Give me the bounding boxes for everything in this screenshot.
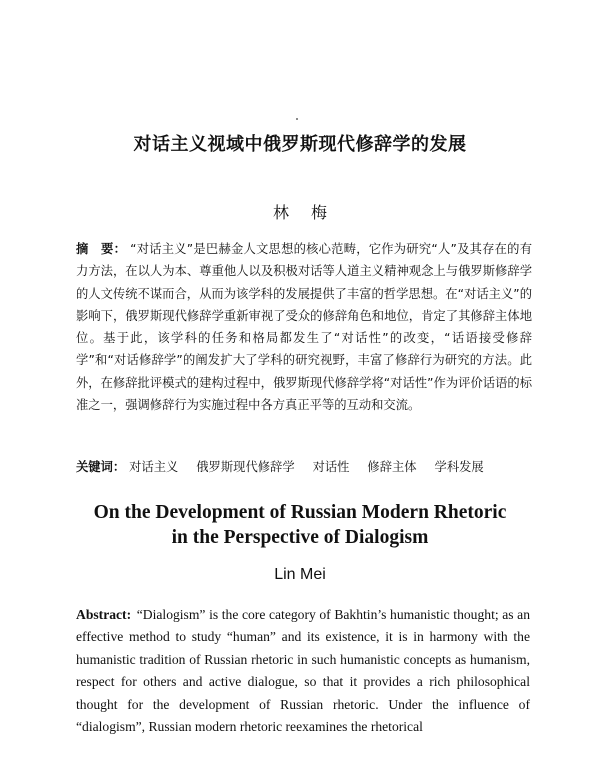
keyword: 对话性 xyxy=(312,460,350,474)
chinese-abstract-label: 摘 要： xyxy=(76,242,127,256)
chinese-author: 林梅 xyxy=(272,203,349,222)
keyword: 学科发展 xyxy=(434,460,484,474)
english-abstract-text: “Dialogism” is the core category of Bakhtin’s humanistic thought; as an effective method to study “human” and its existence, it is in harmony with the humanistic tradition of Russian rhetoric in such humanistic concepts as humanism, respect for others and active dialogue, so that it provides a rich philosophical thought for the development of Russian rhetoric. Under the influence of “dialogism”, Russian modern rhetoric reexamines the rhetorical xyxy=(76,607,531,735)
header-mark xyxy=(296,118,298,120)
english-title-line-2: in the Perspective of Dialogism xyxy=(171,527,429,548)
chinese-abstract xyxy=(76,238,532,416)
keyword: 对话主义 xyxy=(129,460,179,474)
english-title xyxy=(0,500,600,550)
english-abstract-label: Abstract: xyxy=(76,607,132,622)
english-author: Lin Mei xyxy=(274,566,326,583)
chinese-keywords-label: 关键词： xyxy=(76,460,126,474)
english-abstract xyxy=(76,604,530,738)
chinese-keywords xyxy=(76,457,546,477)
chinese-abstract-text: “对话主义”是巴赫金人文思想的核心范畴，它作为研究“人”及其存在的有力方法，在以人为本、尊重他人以及积极对话等人道主义精神观念上与俄罗斯修辞学的人文传统不谋而合，从而为该学科的发展提供了丰富的哲学思想。在“对话主义”的影响下，俄罗斯现代修辞学重新审视了受众的修辞角色和地位，肯定了其修辞主体地位。基于此，该学科的任务和格局都发生了“对话性”的改变，“话语接受修辞学”和“对话修辞学”的阐发扩大了学科的研究视野，丰富了修辞行为研究的方法。此外，在修辞批评模式的建构过程中，俄罗斯现代修辞学将“对话性”作为评价话语的标准之一，强调修辞行为实施过程中各方真正平等的互动和交流。 xyxy=(76,242,532,413)
keyword: 修辞主体 xyxy=(367,460,417,474)
chinese-title: 对话主义视域中俄罗斯现代修辞学的发展 xyxy=(133,134,467,155)
english-title-line-1: On the Development of Russian Modern Rhetoric xyxy=(93,502,507,523)
keyword: 俄罗斯现代修辞学 xyxy=(196,460,295,474)
